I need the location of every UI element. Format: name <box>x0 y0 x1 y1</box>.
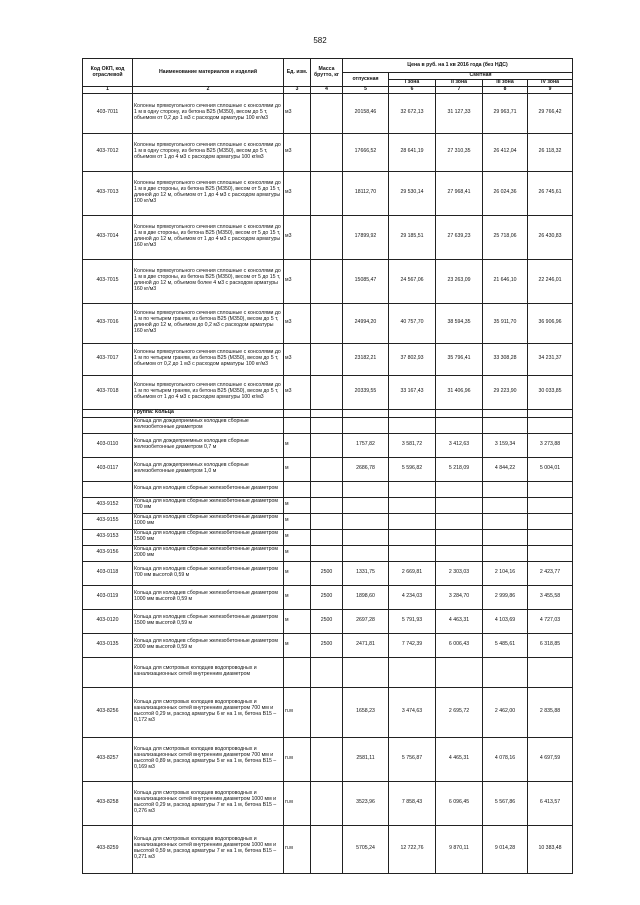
item-unit: п.м <box>284 687 311 737</box>
zone-2-price: 31 127,33 <box>436 93 483 133</box>
zone-2-price: 2 303,03 <box>436 561 483 585</box>
table-row <box>83 343 573 375</box>
item-code <box>83 409 133 417</box>
item-code: 403-7017 <box>83 343 133 375</box>
zone-4-price: 5 004,01 <box>528 457 573 481</box>
zone-2-price: 5 218,09 <box>436 457 483 481</box>
release-price: 1757,82 <box>343 433 389 457</box>
item-code: 403-0117 <box>83 457 133 481</box>
zone-3-price <box>483 417 528 433</box>
zone-2-price: 6 096,45 <box>436 781 483 825</box>
zone-3-price: 25 718,06 <box>483 215 528 259</box>
table-row <box>83 303 573 343</box>
release-price: 20158,46 <box>343 93 389 133</box>
release-price <box>343 497 389 513</box>
table-row <box>83 585 573 609</box>
item-name: Кольца для колодцев сборные железобетонные диаметром 2000 мм высотой 0,59 м <box>133 633 284 657</box>
zone-3-price: 26 412,04 <box>483 133 528 171</box>
item-mass <box>311 781 343 825</box>
zone-2-price <box>436 657 483 687</box>
zone-4-price <box>528 409 573 417</box>
item-unit: п.м <box>284 825 311 873</box>
item-name: Колонны прямоугольного сечения сплошные с консолями до 1 м в две стороны, из бетона В25 (М350), весом от 5 до 15 т, длиной до 12 м, объемом от 1 до 4 м3 с расходом арматуры 160 кг/м3 <box>133 215 284 259</box>
item-unit: м <box>284 433 311 457</box>
zone-2-price: 38 594,35 <box>436 303 483 343</box>
item-mass <box>311 481 343 497</box>
zone-3-price <box>483 545 528 561</box>
item-mass <box>311 825 343 873</box>
release-price: 1658,23 <box>343 687 389 737</box>
release-price <box>343 513 389 529</box>
item-unit: м <box>284 633 311 657</box>
table-row <box>83 457 573 481</box>
header-zone-4: IV зона <box>528 80 573 87</box>
zone-4-price: 34 231,37 <box>528 343 573 375</box>
item-code <box>83 481 133 497</box>
header-zone-2: II зона <box>436 80 483 87</box>
item-code: 403-0135 <box>83 633 133 657</box>
zone-2-price: 27 310,35 <box>436 133 483 171</box>
item-name: Кольца для дождеприемных колодцев сборные железобетонные диаметром <box>133 417 284 433</box>
item-code: 403-0118 <box>83 561 133 585</box>
item-mass <box>311 409 343 417</box>
release-price: 2686,78 <box>343 457 389 481</box>
item-mass <box>311 303 343 343</box>
item-mass <box>311 433 343 457</box>
item-code: 403-8257 <box>83 737 133 781</box>
column-index: 4 <box>311 87 343 94</box>
zone-3-price: 2 999,86 <box>483 585 528 609</box>
header-name: Наименование материалов и изделий <box>133 59 284 87</box>
item-code: 403-9153 <box>83 529 133 545</box>
zone-4-price: 4 727,03 <box>528 609 573 633</box>
zone-3-price: 2 462,00 <box>483 687 528 737</box>
item-code: 403-0120 <box>83 609 133 633</box>
item-mass: 2500 <box>311 609 343 633</box>
table-row <box>83 481 573 497</box>
zone-1-price: 32 672,13 <box>389 93 436 133</box>
zone-2-price: 27 639,23 <box>436 215 483 259</box>
item-unit <box>284 417 311 433</box>
item-unit: м <box>284 545 311 561</box>
group-row <box>83 409 573 417</box>
item-code: 403-9156 <box>83 545 133 561</box>
header-release: отпускная <box>343 73 389 87</box>
table-row <box>83 497 573 513</box>
item-name: Кольца для колодцев сборные железобетонные диаметром 1000 мм <box>133 513 284 529</box>
table-row <box>83 375 573 409</box>
item-mass: 2500 <box>311 633 343 657</box>
zone-1-price <box>389 409 436 417</box>
zone-1-price: 29 185,51 <box>389 215 436 259</box>
item-code: 403-8256 <box>83 687 133 737</box>
zone-4-price <box>528 529 573 545</box>
release-price: 2697,28 <box>343 609 389 633</box>
column-index: 1 <box>83 87 133 94</box>
item-code: 403-7016 <box>83 303 133 343</box>
item-mass <box>311 93 343 133</box>
release-price: 20339,55 <box>343 375 389 409</box>
column-index: 3 <box>284 87 311 94</box>
item-code: 403-9152 <box>83 497 133 513</box>
zone-2-price: 31 406,96 <box>436 375 483 409</box>
item-mass: 2500 <box>311 585 343 609</box>
item-name: Кольца для дождеприемных колодцев сборные железобетонные диаметром 1,0 м <box>133 457 284 481</box>
page-number: 582 <box>313 36 327 45</box>
item-code: 403-8259 <box>83 825 133 873</box>
item-name: Кольца для смотровых колодцев водопроводных и канализационных сетей внутренним диаметром 1000 мм и высотой 0,59 м, расход арматуры 7 кг на 1 м, бетона В15 – 0,271 м3 <box>133 825 284 873</box>
table-row <box>83 529 573 545</box>
zone-3-price: 29 963,71 <box>483 93 528 133</box>
zone-2-price <box>436 481 483 497</box>
release-price: 24994,20 <box>343 303 389 343</box>
zone-2-price: 9 870,11 <box>436 825 483 873</box>
item-code: 403-7015 <box>83 259 133 303</box>
zone-1-price: 5 596,82 <box>389 457 436 481</box>
table-row <box>83 93 573 133</box>
item-code: 403-8258 <box>83 781 133 825</box>
zone-2-price: 3 412,63 <box>436 433 483 457</box>
zone-3-price <box>483 481 528 497</box>
item-code: 403-7011 <box>83 93 133 133</box>
zone-3-price: 3 159,34 <box>483 433 528 457</box>
zone-4-price: 2 835,88 <box>528 687 573 737</box>
zone-3-price: 4 078,16 <box>483 737 528 781</box>
table-row <box>83 513 573 529</box>
item-mass <box>311 657 343 687</box>
release-price: 15085,47 <box>343 259 389 303</box>
table-row <box>83 133 573 171</box>
zone-4-price <box>528 513 573 529</box>
item-name: Кольца для колодцев сборные железобетонные диаметром 700 мм <box>133 497 284 513</box>
zone-1-price <box>389 481 436 497</box>
zone-3-price <box>483 409 528 417</box>
item-name: Кольца для смотровых колодцев водопроводных и канализационных сетей внутренним диаметром <box>133 657 284 687</box>
zone-2-price: 6 006,43 <box>436 633 483 657</box>
release-price <box>343 417 389 433</box>
column-index: 8 <box>483 87 528 94</box>
zone-4-price <box>528 497 573 513</box>
zone-3-price <box>483 529 528 545</box>
item-mass <box>311 687 343 737</box>
release-price: 3523,96 <box>343 781 389 825</box>
table-row <box>83 417 573 433</box>
zone-4-price: 3 455,58 <box>528 585 573 609</box>
zone-2-price <box>436 545 483 561</box>
item-name: Кольца для колодцев сборные железобетонные диаметром 1500 мм <box>133 529 284 545</box>
item-unit: м <box>284 609 311 633</box>
item-code: 403-9155 <box>83 513 133 529</box>
zone-1-price: 7 742,39 <box>389 633 436 657</box>
zone-1-price: 29 530,14 <box>389 171 436 215</box>
zone-1-price <box>389 417 436 433</box>
item-unit: м3 <box>284 343 311 375</box>
item-mass: 2500 <box>311 561 343 585</box>
price-table-body <box>83 93 573 873</box>
header-zone-1: I зона <box>389 80 436 87</box>
zone-4-price: 22 246,01 <box>528 259 573 303</box>
release-price <box>343 481 389 497</box>
zone-3-price: 5 567,86 <box>483 781 528 825</box>
item-name: Колонны прямоугольного сечения сплошные с консолями до 1 м по четырем граням, из бетона В25 (М350), весом до 5 т, длиной до 12 м, объемом до 0,2 м3 с расходом арматуры 160 кг/м3 <box>133 303 284 343</box>
item-mass <box>311 545 343 561</box>
table-row <box>83 737 573 781</box>
release-price: 18112,70 <box>343 171 389 215</box>
release-price <box>343 409 389 417</box>
column-index: 6 <box>389 87 436 94</box>
zone-2-price: 2 695,72 <box>436 687 483 737</box>
zone-4-price: 3 273,88 <box>528 433 573 457</box>
item-unit: м <box>284 457 311 481</box>
item-code: 403-0119 <box>83 585 133 609</box>
header-unit: Ед. изм. <box>284 59 311 87</box>
item-unit: м3 <box>284 215 311 259</box>
zone-4-price <box>528 657 573 687</box>
table-row <box>83 781 573 825</box>
zone-4-price: 6 318,85 <box>528 633 573 657</box>
column-index: 2 <box>133 87 284 94</box>
table-row <box>83 171 573 215</box>
zone-1-price: 4 234,03 <box>389 585 436 609</box>
table-row <box>83 259 573 303</box>
release-price <box>343 529 389 545</box>
item-name: Колонны прямоугольного сечения сплошные с консолями до 1 м по четырем граням, из бетона В25 (М350), весом до 5 т, объемом от 1 до 4 м3 с расходом арматуры 100 кг/м3 <box>133 375 284 409</box>
item-name: Кольца для колодцев сборные железобетонные диаметром 700 мм высотой 0,59 м <box>133 561 284 585</box>
item-code <box>83 417 133 433</box>
item-mass <box>311 497 343 513</box>
item-name: Кольца для колодцев сборные железобетонные диаметром 1000 мм высотой 0,59 м <box>133 585 284 609</box>
item-code: 403-7018 <box>83 375 133 409</box>
header-price-group: Цена в руб. на 1 кв 2016 года (без НДС) <box>343 59 573 73</box>
table-row <box>83 687 573 737</box>
release-price: 23182,21 <box>343 343 389 375</box>
item-mass <box>311 375 343 409</box>
item-unit: м <box>284 561 311 585</box>
item-unit <box>284 481 311 497</box>
zone-3-price <box>483 497 528 513</box>
zone-3-price: 29 223,90 <box>483 375 528 409</box>
zone-4-price <box>528 481 573 497</box>
zone-2-price <box>436 409 483 417</box>
zone-4-price: 10 383,48 <box>528 825 573 873</box>
zone-4-price: 2 423,77 <box>528 561 573 585</box>
table-row <box>83 561 573 585</box>
release-price <box>343 657 389 687</box>
zone-1-price: 7 858,43 <box>389 781 436 825</box>
item-mass <box>311 171 343 215</box>
item-unit: м3 <box>284 375 311 409</box>
item-name: Колонны прямоугольного сечения сплошные с консолями до 1 м в две стороны, из бетона В25 (М350), весом от 5 до 15 т, длиной до 12 м, объемом от 1 до 4 м3 с расходом арматуры 100 кг/м3 <box>133 171 284 215</box>
item-mass <box>311 343 343 375</box>
header-code: Код ОКП, код отраслевой <box>83 59 133 87</box>
zone-2-price: 4 463,31 <box>436 609 483 633</box>
zone-2-price <box>436 497 483 513</box>
zone-4-price: 26 745,61 <box>528 171 573 215</box>
item-name: Колонны прямоугольного сечения сплошные с консолями до 1 м по четырем граням, из бетона В25 (М350), весом до 5 т, объемом от 0,2 до 1 м3 с расходом арматуры 100 кг/м3 <box>133 343 284 375</box>
table-row <box>83 657 573 687</box>
zone-2-price: 27 968,41 <box>436 171 483 215</box>
header-estimate: Сметная <box>389 73 573 80</box>
table-row <box>83 433 573 457</box>
release-price: 5705,24 <box>343 825 389 873</box>
price-table <box>82 58 573 874</box>
zone-1-price: 5 791,93 <box>389 609 436 633</box>
item-mass <box>311 417 343 433</box>
item-mass <box>311 529 343 545</box>
item-unit <box>284 657 311 687</box>
table-row <box>83 633 573 657</box>
item-code <box>83 657 133 687</box>
zone-3-price <box>483 513 528 529</box>
zone-3-price: 26 024,36 <box>483 171 528 215</box>
item-unit: м3 <box>284 93 311 133</box>
zone-3-price: 33 308,28 <box>483 343 528 375</box>
item-mass <box>311 215 343 259</box>
zone-2-price <box>436 417 483 433</box>
zone-2-price: 4 465,31 <box>436 737 483 781</box>
table-row <box>83 609 573 633</box>
item-unit: м3 <box>284 133 311 171</box>
item-unit: м <box>284 529 311 545</box>
release-price: 1331,75 <box>343 561 389 585</box>
item-code: 403-0110 <box>83 433 133 457</box>
zone-1-price: 28 641,19 <box>389 133 436 171</box>
zone-3-price: 2 104,16 <box>483 561 528 585</box>
zone-1-price: 37 802,93 <box>389 343 436 375</box>
release-price: 1898,60 <box>343 585 389 609</box>
zone-1-price: 40 757,70 <box>389 303 436 343</box>
zone-1-price <box>389 657 436 687</box>
release-price: 2471,81 <box>343 633 389 657</box>
zone-1-price: 5 756,87 <box>389 737 436 781</box>
zone-2-price: 3 284,70 <box>436 585 483 609</box>
release-price: 17899,92 <box>343 215 389 259</box>
table-row <box>83 215 573 259</box>
zone-2-price <box>436 529 483 545</box>
zone-2-price: 23 263,09 <box>436 259 483 303</box>
item-unit: м <box>284 513 311 529</box>
zone-4-price <box>528 417 573 433</box>
table-row <box>83 545 573 561</box>
item-name: Кольца для колодцев сборные железобетонные диаметром 2000 мм <box>133 545 284 561</box>
header-zone-3: III зона <box>483 80 528 87</box>
item-name: Кольца для смотровых колодцев водопроводных и канализационных сетей внутренним диаметром 700 мм и высотой 0,89 м, расход арматуры 5 кг на 1 м, бетона В15 – 0,169 м3 <box>133 737 284 781</box>
zone-1-price: 33 167,43 <box>389 375 436 409</box>
item-code: 403-7014 <box>83 215 133 259</box>
item-mass <box>311 259 343 303</box>
column-index: 9 <box>528 87 573 94</box>
item-mass <box>311 513 343 529</box>
zone-3-price: 4 844,22 <box>483 457 528 481</box>
zone-4-price: 26 430,83 <box>528 215 573 259</box>
zone-1-price: 2 669,81 <box>389 561 436 585</box>
zone-3-price <box>483 657 528 687</box>
item-unit: м3 <box>284 259 311 303</box>
item-unit: м <box>284 497 311 513</box>
zone-3-price: 5 485,61 <box>483 633 528 657</box>
zone-2-price <box>436 513 483 529</box>
zone-1-price <box>389 513 436 529</box>
item-unit: м3 <box>284 303 311 343</box>
zone-1-price <box>389 545 436 561</box>
release-price: 17666,52 <box>343 133 389 171</box>
item-name: Кольца для смотровых колодцев водопроводных и канализационных сетей внутренним диаметром 700 мм и высотой 0,29 м, расход арматуры 6 кг на 1 м, бетона В15 – 0,172 м3 <box>133 687 284 737</box>
header-mass: Масса брутто, кг <box>311 59 343 87</box>
item-code: 403-7012 <box>83 133 133 171</box>
zone-3-price: 4 103,69 <box>483 609 528 633</box>
item-name: Колонны прямоугольного сечения сплошные с консолями до 1 м в одну сторону, из бетона В25 (М350), весом до 5 т, объемом от 1 до 4 м3 с расходом арматуры 100 кг/м3 <box>133 133 284 171</box>
item-unit: п.м <box>284 737 311 781</box>
zone-1-price: 12 722,76 <box>389 825 436 873</box>
release-price: 2581,11 <box>343 737 389 781</box>
zone-1-price: 3 581,72 <box>389 433 436 457</box>
column-index: 7 <box>436 87 483 94</box>
zone-1-price: 24 567,06 <box>389 259 436 303</box>
zone-2-price: 35 796,41 <box>436 343 483 375</box>
item-mass <box>311 457 343 481</box>
item-unit: м <box>284 585 311 609</box>
column-index: 5 <box>343 87 389 94</box>
release-price <box>343 545 389 561</box>
zone-4-price: 26 118,32 <box>528 133 573 171</box>
zone-3-price: 9 014,28 <box>483 825 528 873</box>
zone-1-price <box>389 497 436 513</box>
table-row <box>83 825 573 873</box>
zone-3-price: 21 646,10 <box>483 259 528 303</box>
item-name: Кольца для колодцев сборные железобетонные диаметром <box>133 481 284 497</box>
item-name: Кольца для смотровых колодцев водопроводных и канализационных сетей внутренним диаметром 1000 мм и высотой 0,29 м, расход арматуры 7 кг на 1 м, бетона В15 – 0,276 м3 <box>133 781 284 825</box>
item-unit: м3 <box>284 171 311 215</box>
zone-4-price <box>528 545 573 561</box>
item-unit <box>284 409 311 417</box>
item-unit: п.м <box>284 781 311 825</box>
item-name: Кольца для дождеприемных колодцев сборные железобетонные диаметром 0,7 м <box>133 433 284 457</box>
zone-4-price: 29 766,42 <box>528 93 573 133</box>
item-name: Колонны прямоугольного сечения сплошные с консолями до 1 м в одну сторону, из бетона В25 (М350), весом до 5 т, объемом от 0,2 до 1 м3 с расходом арматуры 100 кг/м3 <box>133 93 284 133</box>
item-name: Кольца для колодцев сборные железобетонные диаметром 1500 мм высотой 0,59 м <box>133 609 284 633</box>
zone-3-price: 35 911,70 <box>483 303 528 343</box>
zone-1-price <box>389 529 436 545</box>
zone-4-price: 4 697,59 <box>528 737 573 781</box>
zone-4-price: 30 033,85 <box>528 375 573 409</box>
zone-1-price: 3 474,63 <box>389 687 436 737</box>
item-mass <box>311 133 343 171</box>
item-name: Колонны прямоугольного сечения сплошные с консолями до 1 м в две стороны, из бетона В25 (М350), весом от 5 до 15 т, длиной до 12 м, объемом более 4 м3 с расходом арматуры 160 кг/м3 <box>133 259 284 303</box>
zone-4-price: 6 413,57 <box>528 781 573 825</box>
item-code: 403-7013 <box>83 171 133 215</box>
item-mass <box>311 737 343 781</box>
zone-4-price: 36 906,96 <box>528 303 573 343</box>
item-name: Группа: Кольца <box>133 409 284 417</box>
